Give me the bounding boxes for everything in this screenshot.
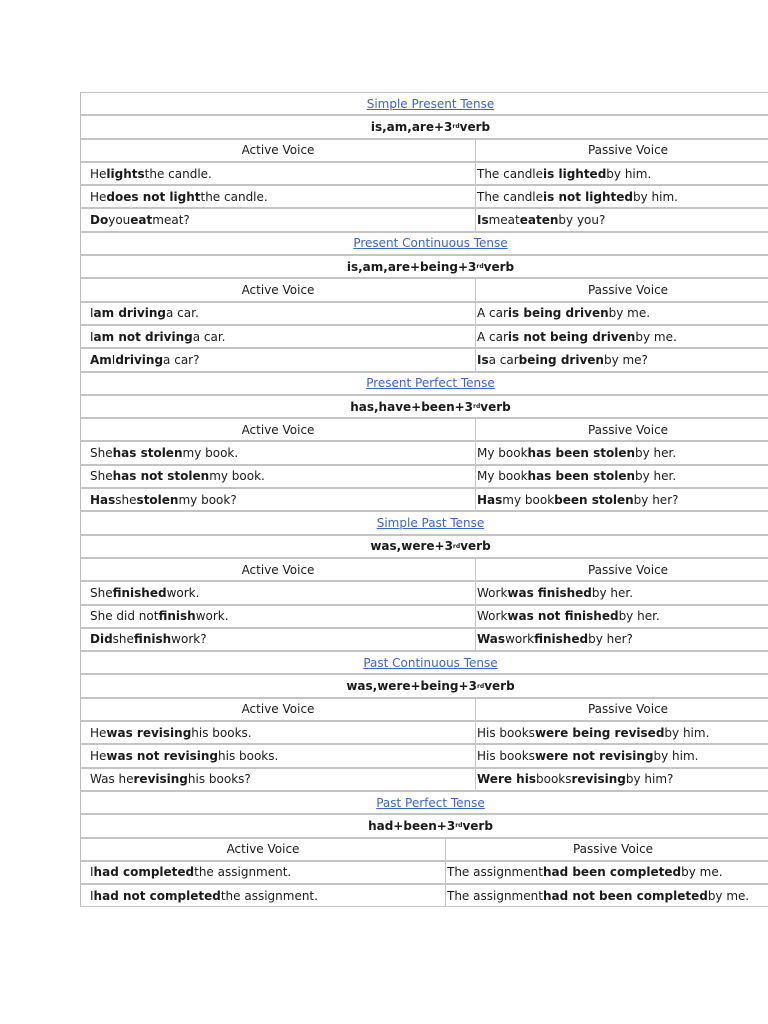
bold-text: had not been completed [542, 888, 708, 903]
bold-text: is being driven [507, 306, 609, 321]
text: she [115, 492, 137, 507]
text: She did not [90, 609, 159, 624]
bold-text: is not being driven [507, 329, 636, 344]
bold-text: has stolen [112, 446, 183, 461]
bold-text: finished [534, 632, 589, 647]
bold-text: had not completed [93, 888, 221, 903]
text: I [90, 865, 94, 880]
active-sentence [81, 769, 475, 790]
passive-sentence [475, 163, 768, 184]
active-sentence [81, 466, 475, 487]
text: she [112, 632, 134, 647]
active-voice-header: Active Voice [241, 143, 315, 158]
text: you [108, 213, 131, 228]
formula-suffix: verb [459, 119, 491, 134]
active-voice-header: Active Voice [241, 702, 315, 717]
text: by me. [681, 865, 723, 880]
bold-text: were being revised [534, 725, 665, 740]
active-sentence [81, 186, 475, 207]
active-sentence [81, 862, 445, 883]
tense-title-link[interactable]: Present Continuous Tense [353, 236, 508, 251]
formula-suffix: verb [460, 539, 491, 554]
active-voice-header: Active Voice [226, 842, 300, 857]
passive-sentence [475, 582, 768, 603]
table-row [81, 162, 768, 185]
bold-text: had completed [93, 865, 195, 880]
text: Work [477, 609, 508, 624]
passive-sentence [475, 745, 768, 766]
bold-text: been stolen [554, 492, 634, 507]
voice-header-row [81, 698, 768, 721]
text: She [90, 446, 113, 461]
formula-text: is,am,are+being+3 [346, 259, 477, 274]
table-row [81, 208, 768, 231]
tense-title-link[interactable]: Present Perfect Tense [366, 376, 495, 391]
bold-text: lights [106, 166, 145, 181]
text: books [535, 772, 572, 787]
active-sentence [81, 629, 475, 650]
passive-voice-header: Passive Voice [475, 140, 768, 161]
text: a car. [166, 306, 199, 321]
active-sentence [81, 745, 475, 766]
passive-sentence [445, 885, 768, 906]
table-row [81, 348, 768, 371]
passive-sentence [475, 466, 768, 487]
passive-sentence [475, 209, 768, 230]
bold-text: eaten [519, 213, 559, 228]
formula-suffix: verb [462, 818, 493, 833]
text: His books [477, 725, 535, 740]
passive-voice-header: Passive Voice [475, 699, 768, 720]
text: the candle. [200, 189, 268, 204]
text: work. [166, 585, 200, 600]
text: by him. [606, 166, 652, 181]
bold-text: was not finished [507, 609, 619, 624]
text: by him. [633, 189, 678, 204]
text: Was he [90, 772, 134, 787]
section-title [81, 651, 768, 674]
passive-voice-header: Passive Voice [475, 419, 768, 440]
formula-row [81, 395, 768, 418]
text: His books [477, 748, 535, 763]
active-sentence [81, 489, 475, 510]
formula-row [81, 674, 768, 697]
text: my book. [182, 446, 239, 461]
formula-row [81, 535, 768, 558]
table-row [81, 581, 768, 604]
text: by her? [633, 492, 679, 507]
voice-header-row [81, 418, 768, 441]
text: My book [477, 446, 528, 461]
tense-table [80, 92, 768, 907]
text: the candle. [144, 166, 212, 181]
passive-sentence [475, 349, 768, 370]
text: the assignment. [220, 888, 318, 903]
text: work [505, 632, 535, 647]
text: He [90, 189, 107, 204]
text: by me. [635, 329, 677, 344]
active-sentence [81, 326, 475, 347]
active-sentence [81, 209, 475, 230]
tense-section [80, 92, 768, 232]
bold-text: is lighted [543, 166, 607, 181]
formula-superscript: rd [476, 682, 485, 690]
bold-text: was not revising [106, 748, 218, 763]
passive-sentence [475, 606, 768, 627]
bold-text: had been completed [542, 865, 682, 880]
table-row [81, 861, 768, 884]
passive-sentence [475, 722, 768, 743]
text: my book [502, 492, 555, 507]
bold-text: revising [571, 772, 626, 787]
active-sentence [81, 349, 475, 370]
formula-row [81, 814, 768, 837]
passive-sentence [475, 769, 768, 790]
passive-sentence [475, 489, 768, 510]
text: He [90, 166, 107, 181]
text: work. [195, 609, 229, 624]
formula-suffix: verb [484, 679, 515, 694]
table-row [81, 884, 768, 907]
text: by her. [635, 446, 677, 461]
section-title [81, 92, 768, 115]
text: a car [488, 352, 519, 367]
text: The candle [477, 166, 544, 181]
active-sentence [81, 722, 475, 743]
passive-voice-header: Passive Voice [475, 559, 768, 580]
text: A car [477, 329, 508, 344]
active-sentence [81, 885, 445, 906]
bold-text: finish [158, 609, 196, 624]
bold-text: Has [90, 492, 116, 507]
text: my book. [209, 469, 265, 484]
bold-text: Was [477, 632, 506, 647]
passive-voice-header: Passive Voice [475, 279, 768, 300]
tense-title-link[interactable]: Simple Present Tense [366, 96, 495, 111]
text: She [90, 585, 113, 600]
text: by her. [635, 469, 677, 484]
bold-text: driving [115, 352, 164, 367]
table-row [81, 721, 768, 744]
text: My book [477, 469, 528, 484]
text: The candle [477, 189, 544, 204]
formula-text: is,am,are+3 [370, 119, 453, 134]
text: by him? [625, 772, 674, 787]
section-title [81, 511, 768, 534]
text: a car. [192, 329, 226, 344]
bold-text: has been stolen [527, 469, 635, 484]
text: his books. [218, 748, 279, 763]
tense-section [80, 232, 768, 372]
text: by him. [653, 748, 699, 763]
formula-superscript: rd [476, 263, 484, 271]
bold-text: has been stolen [527, 446, 635, 461]
tense-section [80, 372, 768, 512]
formula-row [81, 115, 768, 138]
bold-text: was revising [106, 725, 192, 740]
active-sentence [81, 163, 475, 184]
voice-header-row [81, 278, 768, 301]
text: by me. [707, 888, 750, 903]
formula-superscript: rd [473, 403, 481, 410]
tense-section [80, 651, 768, 791]
text: the assignment. [194, 865, 292, 880]
text: by me. [608, 306, 651, 321]
table-row [81, 628, 768, 651]
active-voice-header: Active Voice [241, 562, 315, 577]
passive-sentence [475, 186, 768, 207]
table-row [81, 441, 768, 464]
formula-superscript: rd [452, 123, 460, 131]
formula-suffix: verb [483, 259, 515, 274]
table-row [81, 302, 768, 325]
text: I [90, 329, 94, 344]
active-voice-header: Active Voice [241, 283, 315, 298]
tense-title-link[interactable]: Past Perfect Tense [376, 795, 485, 810]
text: his books. [191, 725, 252, 740]
bold-text: finish [133, 632, 172, 647]
text: A car [477, 306, 508, 321]
active-sentence [81, 606, 475, 627]
table-row [81, 768, 768, 791]
text: I [111, 352, 116, 367]
text: by her. [618, 609, 660, 624]
tense-title-link[interactable]: Past Continuous Tense [363, 655, 498, 670]
bold-text: Do [90, 213, 109, 228]
bold-text: was finished [507, 585, 592, 600]
passive-voice-header: Passive Voice [445, 839, 768, 860]
bold-text: revising [133, 772, 188, 787]
formula-text: had+been+3 [368, 818, 456, 833]
active-sentence [81, 582, 475, 603]
formula-superscript: rd [452, 542, 461, 550]
table-row [81, 465, 768, 488]
bold-text: Were his [477, 772, 536, 787]
bold-text: being driven [518, 352, 604, 367]
passive-sentence [475, 629, 768, 650]
text: He [90, 725, 107, 740]
table-row [81, 744, 768, 767]
passive-sentence [475, 442, 768, 463]
voice-header-row [81, 838, 768, 861]
tense-section [80, 791, 768, 907]
bold-text: am driving [93, 306, 167, 321]
bold-text: finished [112, 585, 167, 600]
bold-text: stolen [136, 492, 179, 507]
table-row [81, 185, 768, 208]
text: meat? [152, 213, 190, 228]
voice-header-row [81, 558, 768, 581]
text: The assignment [447, 865, 543, 880]
bold-text: eat [130, 213, 153, 228]
formula-text: was,were+being+3 [346, 679, 477, 694]
text: by you? [558, 213, 606, 228]
table-row [81, 605, 768, 628]
tense-title-link[interactable]: Simple Past Tense [376, 515, 485, 530]
text: I [90, 306, 94, 321]
passive-sentence [475, 326, 768, 347]
formula-suffix: verb [480, 399, 511, 414]
bold-text: has not stolen [112, 469, 210, 484]
formula-text: has,have+been+3 [350, 399, 474, 414]
tense-section [80, 511, 768, 651]
bold-text: Am [90, 352, 112, 367]
table-row [81, 488, 768, 511]
bold-text: were not revising [534, 748, 654, 763]
section-title [81, 791, 768, 814]
table-row [81, 325, 768, 348]
voice-header-row [81, 139, 768, 162]
section-title [81, 232, 768, 255]
passive-sentence [475, 303, 768, 324]
active-voice-header: Active Voice [241, 422, 315, 437]
bold-text: Is [477, 213, 489, 228]
formula-row [81, 255, 768, 278]
bold-text: does not light [106, 189, 201, 204]
active-sentence [81, 303, 475, 324]
text: his books? [187, 772, 251, 787]
text: I [90, 888, 94, 903]
bold-text: Is [477, 352, 489, 367]
text: by her? [588, 632, 633, 647]
text: by him. [664, 725, 710, 740]
text: Work [477, 585, 508, 600]
text: a car? [163, 352, 200, 367]
text: by her. [591, 585, 634, 600]
text: He [90, 748, 107, 763]
bold-text: am not driving [93, 329, 193, 344]
text: The assignment [447, 888, 543, 903]
bold-text: Did [90, 632, 113, 647]
text: by me? [603, 352, 648, 367]
formula-text: was,were+3 [370, 539, 453, 554]
active-sentence [81, 442, 475, 463]
text: work? [171, 632, 207, 647]
text: She [90, 469, 113, 484]
bold-text: Has [477, 492, 503, 507]
text: my book? [178, 492, 237, 507]
formula-superscript: rd [455, 822, 463, 830]
bold-text: is not lighted [543, 189, 633, 204]
text: meat [488, 213, 520, 228]
passive-sentence [445, 862, 768, 883]
section-title [81, 372, 768, 395]
